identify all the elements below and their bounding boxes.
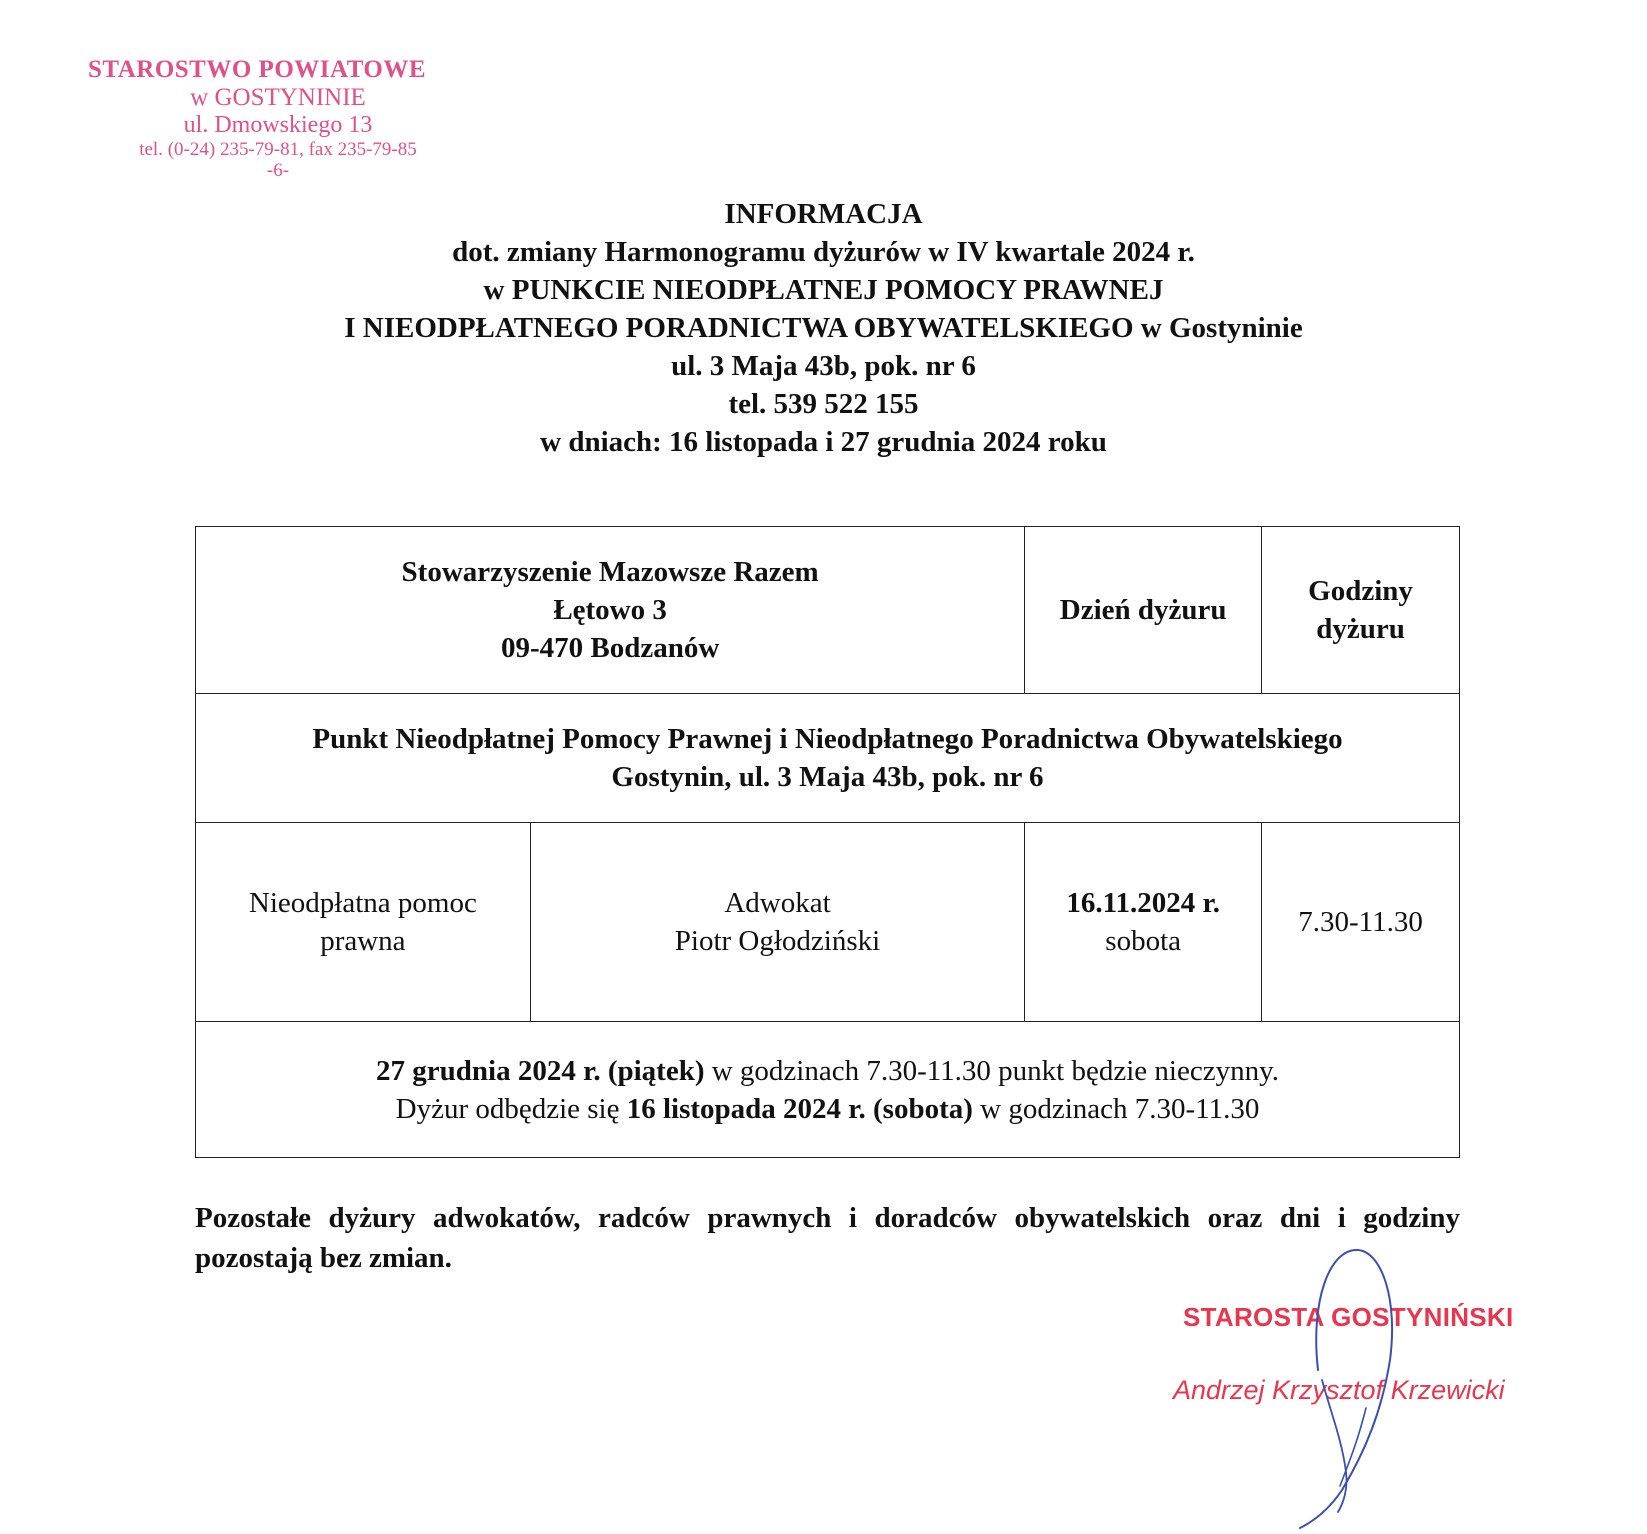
table-row: [196, 823, 1460, 1022]
stamp-city: w GOSTYNINIE: [190, 84, 366, 111]
stamp-phone: tel. (0-24) 235-79-81, fax 235-79-85: [139, 138, 417, 160]
stamp-office-name: STAROSTWO POWIATOWE: [88, 56, 427, 83]
header-hours: [1262, 527, 1460, 694]
duty-schedule-table: [195, 526, 1460, 1158]
header-day: Dzień dyżuru: [1025, 527, 1262, 694]
notice-moved-date: 16 listopada 2024 r. (sobota): [626, 1092, 973, 1125]
office-stamp: [88, 56, 468, 181]
notice-moved-suffix: w godzinach 7.30-11.30: [972, 1092, 1260, 1125]
lawyer-name: Piotr Ogłodziński: [674, 925, 881, 957]
notice-cell: [196, 1022, 1460, 1158]
service-line2: prawna: [320, 925, 406, 957]
heading-title: INFORMACJA: [724, 198, 923, 230]
lawyer-role: Adwokat: [724, 887, 831, 919]
remaining-duties-note: Pozostałe dyżury adwokatów, radców prawnych i doradców obywatelskich oraz dni i godziny pozostają bez zmian.: [195, 1202, 1460, 1274]
duty-weekday: sobota: [1105, 925, 1181, 957]
notice-moved: [206, 1090, 1449, 1128]
organization-postal: 09-470 Bodzanów: [500, 632, 720, 664]
point-row: [196, 694, 1460, 823]
signature-name: Andrzej Krzysztof Krzewicki: [1173, 1375, 1505, 1405]
organization-address: Łętowo 3: [553, 594, 667, 626]
organization-name: Stowarzyszenie Mazowsze Razem: [401, 556, 819, 588]
heading-institution-2: I NIEODPŁATNEGO PORADNICTWA OBYWATELSKIEGO w Gostyninie: [344, 312, 1303, 344]
document-heading: [0, 195, 1647, 461]
lawyer-cell: [530, 823, 1024, 1022]
header-hours-line1: Godziny: [1308, 575, 1413, 607]
service-line1: Nieodpłatna pomoc: [248, 887, 477, 919]
heading-phone: tel. 539 522 155: [728, 388, 919, 420]
heading-dates: w dniach: 16 listopada i 27 grudnia 2024 roku: [540, 426, 1107, 458]
signature-title: STAROSTA GOSTYNIŃSKI: [1183, 1302, 1514, 1332]
notice-closed: [206, 1052, 1449, 1090]
heading-address: ul. 3 Maja 43b, pok. nr 6: [671, 350, 976, 382]
duty-date: 16.11.2024 r.: [1066, 887, 1220, 919]
service-cell: [196, 823, 531, 1022]
notice-moved-prefix: Dyżur odbędzie się: [395, 1092, 627, 1125]
header-hours-line2: dyżuru: [1316, 613, 1405, 645]
notice-closed-date: 27 grudnia 2024 r. (piątek): [376, 1054, 705, 1087]
heading-subject: dot. zmiany Harmonogramu dyżurów w IV kwartale 2024 r.: [452, 236, 1195, 268]
stamp-street: ul. Dmowskiego 13: [183, 112, 373, 138]
table-header-row: [196, 527, 1460, 694]
organization-cell: [196, 527, 1025, 694]
stamp-number: -6-: [266, 160, 290, 182]
duty-date-cell: [1025, 823, 1262, 1022]
heading-institution-1: w PUNKCIE NIEODPŁATNEJ POMOCY PRAWNEJ: [483, 274, 1164, 306]
point-name: Punkt Nieodpłatnej Pomocy Prawnej i Nieodpłatnego Poradnictwa Obywatelskiego: [312, 723, 1343, 755]
notice-row: [196, 1022, 1460, 1158]
duty-hours: 7.30-11.30: [1262, 823, 1460, 1022]
notice-closed-text: w godzinach 7.30-11.30 punkt będzie nieczynny.: [704, 1054, 1279, 1087]
point-cell: [196, 694, 1460, 823]
handwritten-signature: [1270, 1240, 1430, 1530]
point-address: Gostynin, ul. 3 Maja 43b, pok. nr 6: [611, 761, 1044, 793]
